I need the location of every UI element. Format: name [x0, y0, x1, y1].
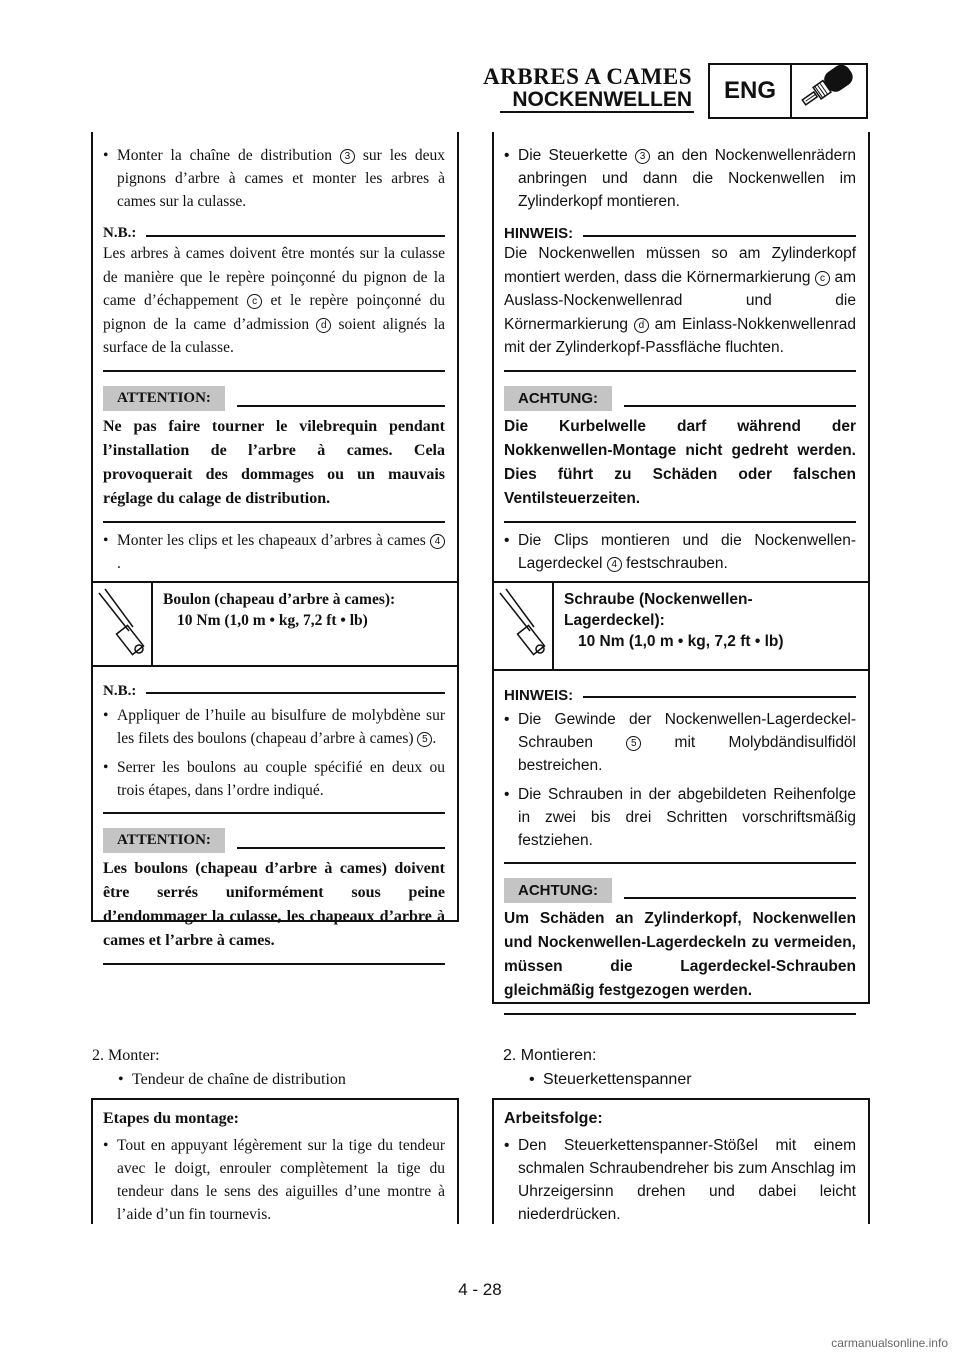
note-heading-2: N.B.:: [103, 683, 445, 700]
attention-text-2: Les boulons (chapeau d’arbre à cames) doivent être serrés uniformément sous peine d’endommager la culasse, les chapeaux d’arbre à cames et l’arbre à cames.: [103, 859, 445, 949]
engine-wrench-icon: [792, 65, 866, 117]
achtung-end-rule-2: [504, 1013, 856, 1015]
ref-5-de: 5: [626, 736, 641, 751]
attention-end-rule: [103, 521, 445, 523]
column-french: [91, 132, 459, 949]
ref-d-de: d: [634, 318, 649, 333]
achtung-text-2: Um Schäden an Zylinderkopf, Nockenwellen und Nockenwellen-Lagerdeckeln zu vermeiden, müssen die Lagerdeckel-Schrauben gleichmäßig festgezogen werden.: [504, 909, 856, 999]
ref-5: 5: [417, 732, 432, 747]
section-title-fr: ARBRES A CAMES: [483, 64, 692, 89]
attention-heading: ATTENTION:: [103, 386, 445, 411]
page-number: 4 - 28: [458, 1280, 502, 1299]
note-text: Les arbres à cames doivent être montés sur la culasse de manière que le repère poinçonné du pignon de la came d’échappement c et le repère poinçonné du pignon de la came d’admission d soient alignés la surface de la culasse.: [103, 245, 446, 356]
hinweis-bullet-torque: • Die Schrauben in der abgebildeten Reihenfolge in zwei bis drei Schritten vorschriftsmäßig festziehen.: [504, 783, 856, 852]
ref-4: 4: [430, 534, 445, 549]
torque-spec: [93, 581, 457, 667]
torque-value-de: 10 Nm (1,0 m • kg, 7,2 ft • lb): [578, 632, 784, 650]
ref-c: c: [247, 294, 262, 309]
hinweis-heading: HINWEIS:: [504, 225, 856, 242]
header-underline: [500, 111, 694, 113]
section-icon-box: [792, 63, 868, 119]
attention-heading-2: ATTENTION:: [103, 828, 445, 853]
procedure-label-fr: Etapes du montage:: [103, 1110, 240, 1127]
ref-3-de: 3: [635, 149, 650, 164]
achtung-end-rule: [504, 521, 856, 523]
torque-label-de: Schraube (Nockenwellen-Lagerdeckel):: [564, 590, 753, 629]
column-german: [492, 132, 870, 1004]
step-2-fr: [92, 1044, 460, 1091]
hinweis-end-rule: [504, 370, 856, 372]
procedure-text-fr: • Tout en appuyant légèrement sur la tige du tendeur avec le doigt, enrouler complètement la tige du tendeur dans le sens des aiguilles d’une montre à l’aide d’un fin tournevis.: [103, 1134, 445, 1226]
step-2-de: [503, 1044, 871, 1091]
torque-label: Boulon (chapeau d’arbre à cames):: [163, 590, 396, 608]
note-bullet-torque: • Serrer les boulons au couple spécifié en deux ou trois étapes, dans l’ordre indiqué.: [103, 756, 445, 802]
attention-text: Ne pas faire tourner le vilebrequin pendant l’installation de l’arbre à cames. Cela provoquerait des dommages ou un mauvais réglage du calage de distribution.: [103, 417, 445, 507]
step-2-item-fr: • Tendeur de chaîne de distribution: [118, 1068, 460, 1091]
section-code-box: [708, 63, 792, 119]
step-bullet-caps-de: • Die Clips montieren und die Nockenwellen-Lagerdeckel 4 festschrauben.: [504, 529, 856, 575]
ref-c-de: c: [815, 271, 830, 286]
note-heading: N.B.:: [103, 225, 445, 242]
watermark: carmanualsonline.info: [831, 1336, 948, 1350]
note-bullet-oil: • Appliquer de l’huile au bisulfure de molybdène sur les filets des boulons (chapeau d’arbre à cames) 5 .: [103, 704, 445, 750]
attention-end-rule-2: [103, 963, 445, 965]
step-bullet-caps: • Monter les clips et les chapeaux d’arbres à cames 4.: [103, 529, 445, 575]
torque-spec-de: [494, 581, 868, 671]
step-2-title-de: 2. Montieren:: [503, 1047, 597, 1064]
hinweis-heading-2: HINWEIS:: [504, 687, 856, 704]
procedure-label-de: Arbeitsfolge:: [504, 1110, 603, 1127]
step-bullet-chain-de: • Die Steuerkette 3 an den Nockenwellenrädern anbringen und dann die Nockenwellen im Zylinderkopf montieren.: [504, 144, 856, 213]
hinweis-end-rule-2: [504, 862, 856, 864]
ref-4-de: 4: [607, 557, 622, 572]
achtung-text: Die Kurbelwelle darf während der Nokkenwellen-Montage nicht gedreht werden. Dies führt zu Schäden oder falschen Ventilsteuerzeiten.: [504, 417, 856, 507]
step-2-title-fr: 2. Monter:: [92, 1047, 160, 1064]
note-end-rule-2: [103, 812, 445, 814]
torque-wrench-icon: [93, 583, 153, 665]
hinweis-text: Die Nockenwellen müssen so am Zylinderkopf montiert werden, dass die Körnermarkierung c am Auslass-Nockenwellenrad und die Körnermarkierung d am Einlass-Nokkenwellenrad mit der Zylinderkopf-Passfläche fluchten.: [504, 245, 857, 356]
section-code-label: ENG: [723, 77, 776, 104]
ref-3: 3: [340, 149, 355, 164]
procedure-text-de: • Den Steuerkettenspanner-Stößel mit einem schmalen Schraubendreher bis zum Anschlag im Uhrzeigersinn drehen und dabei leicht niederdrücken.: [504, 1134, 856, 1226]
ref-d: d: [316, 318, 331, 333]
procedure-box-de: [492, 1098, 870, 1224]
section-title-de: NOCKENWELLEN: [512, 88, 692, 111]
hinweis-bullet-oil: • Die Gewinde der Nockenwellen-Lagerdeckel-Schrauben 5 mit Molybdändisulfidöl bestreichen.: [504, 708, 856, 777]
procedure-box-fr: [91, 1098, 459, 1224]
note-end-rule: [103, 370, 445, 372]
step-bullet-chain: • Monter la chaîne de distribution 3 sur les deux pignons d’arbre à cames et monter les arbres à cames sur la culasse.: [103, 144, 445, 213]
step-2-item-de: • Steuerkettenspanner: [529, 1068, 871, 1091]
achtung-heading-2: ACHTUNG:: [504, 878, 856, 903]
torque-wrench-icon-de: [494, 583, 554, 669]
achtung-heading: ACHTUNG:: [504, 386, 856, 411]
torque-value: 10 Nm (1,0 m • kg, 7,2 ft • lb): [177, 611, 368, 629]
